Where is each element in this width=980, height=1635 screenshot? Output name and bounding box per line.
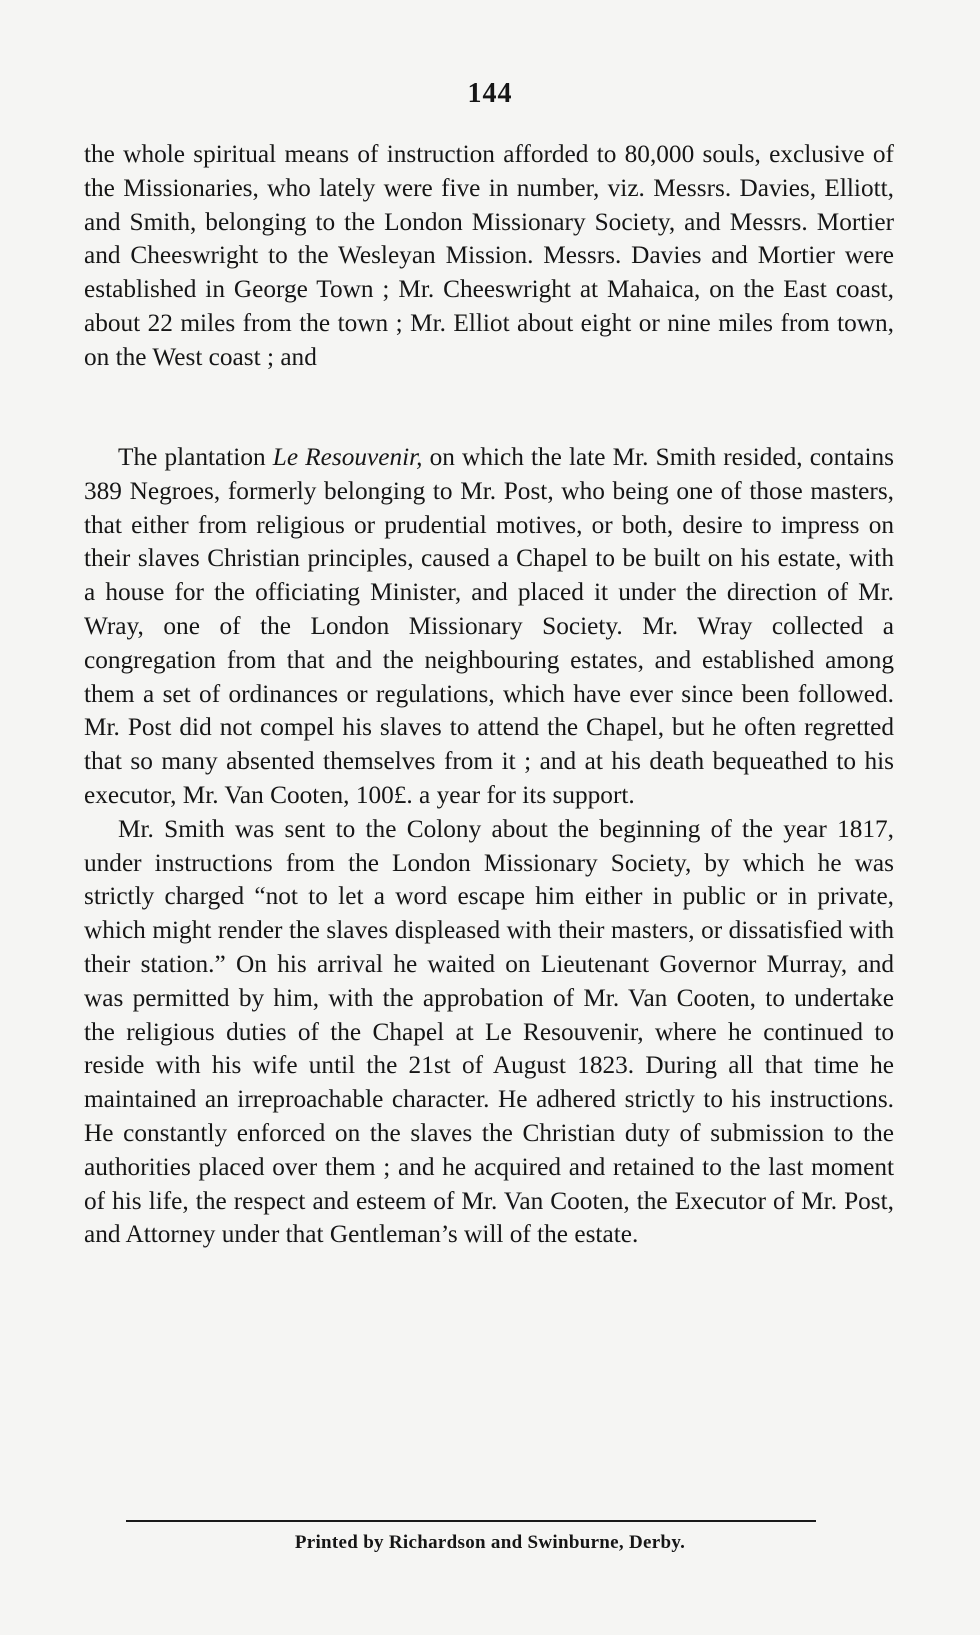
footer-rule [126, 1520, 816, 1522]
page-number: 144 [467, 78, 513, 109]
paragraph-plantation-rest: on which the late Mr. Smith resided, contains 389 Negroes, formerly belonging to Mr. Post, who being one of those masters, that either from religious or prudential motives, or both, desire to impress on their slaves Christian principles, caused a Chapel to be built on his estate, with a house for the officiating Minister, and placed it under the direction of Mr. Wray, one of the London Missionary Society. Mr. Wray collected a congregation from that and the neighbouring estates, and established among them a set of ordinances or regulations, which have ever since been followed. Mr. Post did not compel his slaves to attend the Chapel, but he often regretted that so many absented themselves from it ; and at his death bequeathed to his executor, Mr. Van Cooten, 100£. a year for its support. [84, 443, 894, 809]
paragraph-continued: the whole spiritual means of instruction afforded to 80,000 souls, exclusive of the Missionaries, who lately were five in number, viz. Messrs. Davies, Elliott, and Smith, belonging to the London Missionary Society, and Messrs. Mortier and Cheeswright to the Wesleyan Mission. Messrs. Davies and Mortier were established in George Town ; Mr. Cheeswright at Mahaica, on the East coast, about 22 miles from the town ; Mr. Elliot about eight or nine miles from town, on the West coast ; and [84, 140, 894, 371]
printer-imprint: Printed by Richardson and Swinburne, Derby. [294, 1532, 686, 1553]
text-block-main [84, 441, 894, 1252]
text-block-top [84, 138, 894, 375]
estate-name: Le Resouvenir, [272, 443, 423, 471]
paragraph-plantation-start: The plantation [118, 443, 273, 471]
paragraph-plantation [84, 441, 894, 813]
paragraph-mr-smith: Mr. Smith was sent to the Colony about the beginning of the year 1817, under instructions from the London Missionary Society, by which he was strictly charged “not to let a word escape him either in public or in private, which might render the slaves displeased with their masters, or dissatisfied with their station.” On his arrival he waited on Lieutenant Governor Murray, and was permitted by him, with the approbation of Mr. Van Cooten, to undertake the religious duties of the Chapel at Le Resouvenir, where he continued to reside with his wife until the 21st of August 1823. During all that time he maintained an irreproachable character. He adhered strictly to his instructions. He constantly enforced on the slaves the Christian duty of submission to the authorities placed over them ; and he acquired and retained to the last moment of his life, the respect and esteem of Mr. Van Cooten, the Executor of Mr. Post, and Attorney under that Gentleman’s will of the estate. [84, 814, 894, 1249]
